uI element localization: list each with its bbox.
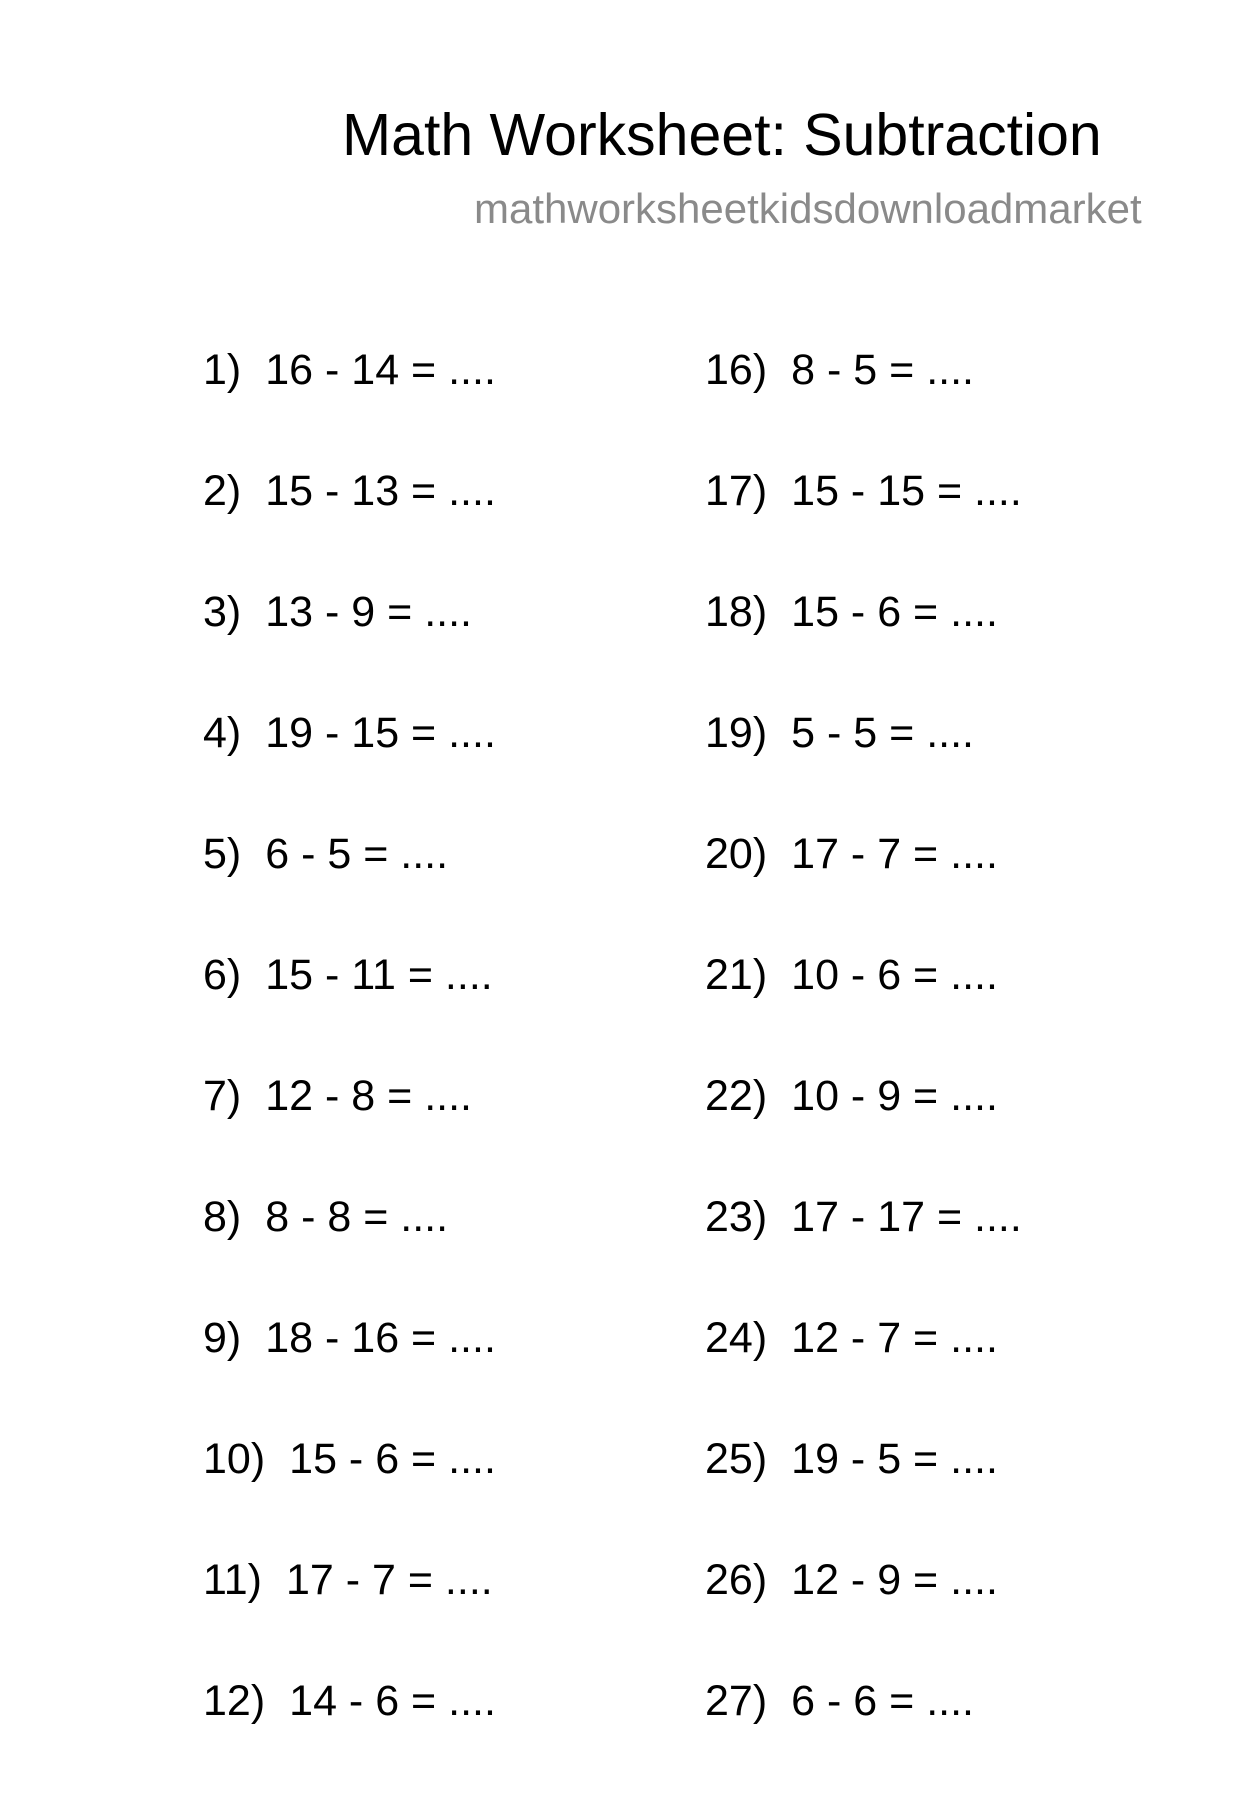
problem-number: 16) [705,346,768,394]
problem-number: 22) [705,1072,768,1120]
problem-number: 19) [705,709,768,757]
problem-expression: 18 - 16 = .... [265,1314,496,1362]
problem-number: 11) [203,1556,262,1604]
problem-item [203,345,496,466]
problem-expression: 10 - 9 = .... [791,1072,998,1120]
problem-item [203,829,496,950]
problem-number: 1) [203,346,242,394]
problem-number: 23) [705,1193,768,1241]
problem-number: 10) [203,1435,266,1483]
problem-item [705,1071,1022,1192]
problem-item [203,1313,496,1434]
problem-expression: 8 - 8 = .... [265,1193,449,1241]
problem-number: 8) [203,1193,242,1241]
problem-expression: 17 - 17 = .... [791,1193,1022,1241]
problem-number: 21) [705,951,768,999]
problem-expression: 19 - 5 = .... [791,1435,998,1483]
problem-expression: 15 - 13 = .... [265,467,496,515]
problem-item [203,466,496,587]
problem-item [705,829,1022,950]
problem-expression: 12 - 8 = .... [265,1072,472,1120]
problem-expression: 15 - 11 = .... [265,951,493,999]
problem-number: 26) [705,1556,768,1604]
problem-item [203,1676,496,1797]
problem-item [705,950,1022,1071]
problem-item [705,466,1022,587]
problem-expression: 17 - 7 = .... [791,830,998,878]
problem-expression: 6 - 5 = .... [265,830,449,878]
problem-item [203,708,496,829]
problem-expression: 17 - 7 = .... [285,1556,493,1604]
problem-number: 25) [705,1435,768,1483]
problem-number: 6) [203,951,242,999]
problem-item [203,1434,496,1555]
problem-expression: 15 - 6 = .... [289,1435,496,1483]
problem-item [705,587,1022,708]
problem-item [203,1071,496,1192]
problem-number: 3) [203,588,242,636]
problem-item [705,708,1022,829]
problem-expression: 12 - 9 = .... [791,1556,998,1604]
problem-expression: 19 - 15 = .... [265,709,496,757]
problem-expression: 16 - 14 = .... [265,346,496,394]
problem-expression: 5 - 5 = .... [791,709,974,757]
problem-number: 17) [705,467,768,515]
problem-item [705,1192,1022,1313]
problem-expression: 15 - 15 = .... [791,467,1022,515]
problem-expression: 14 - 6 = .... [289,1677,496,1725]
problem-item [705,1434,1022,1555]
problem-item [705,1313,1022,1434]
worksheet-source: mathworksheetkidsdownloadmarket [474,185,1142,232]
problem-item [705,1555,1022,1676]
problem-expression: 13 - 9 = .... [265,588,472,636]
problem-number: 2) [203,467,242,515]
problem-item [203,1192,496,1313]
problem-expression: 8 - 5 = .... [791,346,974,394]
problem-expression: 10 - 6 = .... [791,951,998,999]
problem-expression: 12 - 7 = .... [791,1314,998,1362]
problem-item [203,587,496,708]
problem-number: 9) [203,1314,242,1362]
problem-number: 24) [705,1314,768,1362]
problem-number: 20) [705,830,768,878]
problem-number: 18) [705,588,768,636]
problem-expression: 15 - 6 = .... [791,588,998,636]
problems-left-column [203,345,496,1797]
problem-number: 12) [203,1677,266,1725]
problem-item [705,345,1022,466]
problem-item [705,1676,1022,1797]
problem-expression: 6 - 6 = .... [791,1677,974,1725]
problem-number: 27) [705,1677,768,1725]
problem-item [203,950,496,1071]
problem-number: 4) [203,709,242,757]
problem-item [203,1555,496,1676]
problem-number: 5) [203,830,242,878]
worksheet-title: Math Worksheet: Subtraction [342,102,1102,168]
problems-right-column [705,345,1022,1797]
problem-number: 7) [203,1072,242,1120]
